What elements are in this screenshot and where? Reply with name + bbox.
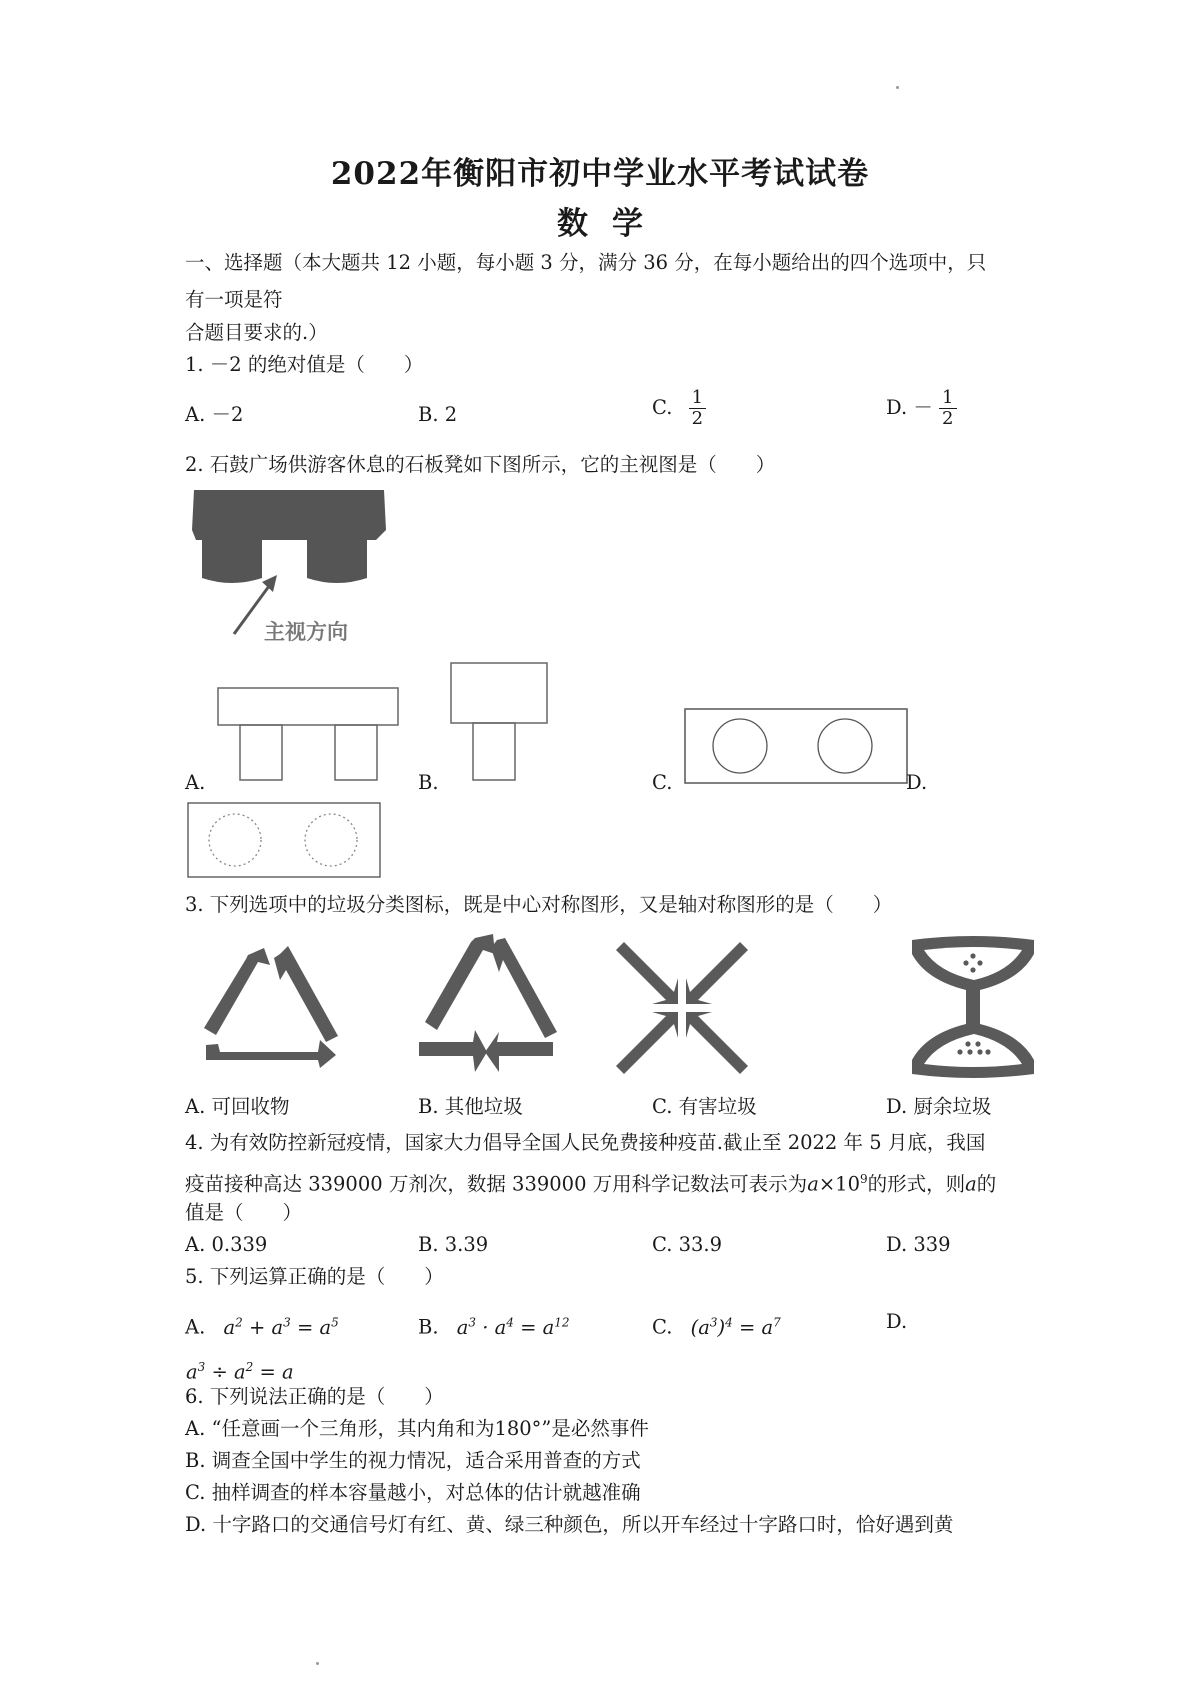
q1-option-a: A. －2 <box>185 403 244 426</box>
q4-exponent: 9 <box>859 1172 868 1186</box>
q5-option-a-formula: $a^2 + a^3 = a^5$ <box>223 1315 339 1339</box>
q5-option-a-label: A. <box>185 1315 206 1339</box>
q2-option-b-figure <box>448 660 558 785</box>
q5-option-a <box>185 1307 339 1343</box>
q4-var-a-2: a <box>965 1172 977 1196</box>
q2-option-a-label: A. <box>185 771 206 794</box>
q1-stem: 1. －2 的绝对值是（ ） <box>185 353 424 376</box>
q1-c-denominator: 2 <box>691 408 704 429</box>
exam-subject: 数学 <box>557 206 667 242</box>
q4-line-2-text: 疫苗接种高达 339000 万剂次，数据 339000 万用科学记数法可表示为 <box>185 1172 808 1196</box>
q6-option-a: A. “任意画一个三角形，其内角和为180°”是必然事件 <box>185 1417 649 1440</box>
bench-top <box>192 490 386 540</box>
q6-option-d: D. 十字路口的交通信号灯有红、黄、绿三种颜色，所以开车经过十字路口时，恰好遇到黄 <box>185 1513 954 1536</box>
other-waste-icon <box>405 932 565 1077</box>
bench-right-leg <box>307 540 367 583</box>
q2-option-c-figure <box>682 706 912 788</box>
q3-option-b: B. 其他垃圾 <box>418 1095 523 1118</box>
section-instructions-3: 合题目要求的.） <box>185 321 328 344</box>
q4-line-1: 4. 为有效防控新冠疫情，国家大力倡导全国人民免费接种疫苗.截止至 2022 年 5 月底，我国 <box>185 1131 986 1154</box>
view-direction-label: 主视方向 <box>264 620 348 644</box>
q1-d-numerator: 1 <box>939 388 956 409</box>
q5-option-b-label: B. <box>418 1315 439 1339</box>
q4-line-2 <box>185 1164 996 1200</box>
q2-option-c-label: C. <box>652 771 673 794</box>
q1-c-numerator: 1 <box>689 388 706 409</box>
q5-option-b <box>418 1307 570 1343</box>
q4-times-ten: ×10 <box>818 1172 860 1196</box>
recyclable-icon <box>188 940 348 1075</box>
q4-line-3: 值是（ ） <box>185 1201 303 1224</box>
hazardous-waste-icon <box>612 938 752 1078</box>
q1-option-c-fraction <box>689 388 706 429</box>
q5-option-d-formula: $a^3 \div a^2 = a$ <box>186 1360 294 1384</box>
q1-d-denominator: 2 <box>942 408 954 429</box>
q4-option-a: A. 0.339 <box>185 1233 268 1256</box>
q3-option-c: C. 有害垃圾 <box>652 1095 757 1118</box>
q5-option-b-formula: $a^3 \cdot a^4 = a^{12}$ <box>456 1315 570 1339</box>
kitchen-waste-icon <box>908 932 1038 1082</box>
q4-option-d: D. 339 <box>886 1233 951 1256</box>
bench-left-leg <box>202 540 262 583</box>
q6-stem: 6. 下列说法正确的是（ ） <box>185 1385 444 1408</box>
q1-option-b: B. 2 <box>418 403 458 426</box>
q1-option-d-fraction <box>939 388 956 429</box>
q4-option-c: C. 33.9 <box>652 1233 723 1256</box>
q1-option-d-label: D. － <box>886 396 933 419</box>
scan-speck <box>896 86 899 89</box>
section-instructions-1: 一、选择题（本大题共 12 小题，每小题 3 分，满分 36 分，在每小题给出的四个选项中，只 <box>185 251 987 274</box>
section-instructions-2: 有一项是符 <box>185 288 283 311</box>
q1-option-c <box>652 388 706 429</box>
scan-speck <box>316 1662 319 1665</box>
q2-stem: 2. 石鼓广场供游客休息的石板凳如下图所示，它的主视图是（ ） <box>185 453 776 476</box>
q4-line-2-end: 的 <box>976 1172 997 1196</box>
q6-option-c: C. 抽样调查的样本容量越小，对总体的估计就越准确 <box>185 1481 641 1504</box>
q5-option-d-label: D. <box>886 1310 908 1333</box>
q6-option-b: B. 调查全国中学生的视力情况，适合采用普查的方式 <box>185 1449 641 1472</box>
q3-stem: 3. 下列选项中的垃圾分类图标，既是中心对称图形，又是轴对称图形的是（ ） <box>185 893 893 916</box>
q5-option-c <box>652 1307 781 1343</box>
q1-option-d <box>886 388 957 429</box>
q4-line-2-text-2: 的形式，则 <box>867 1172 966 1196</box>
q2-option-d-label: D. <box>906 771 928 794</box>
q2-option-a-figure <box>215 680 405 785</box>
q1-option-c-label: C. <box>652 396 673 419</box>
view-arrow-head <box>262 575 277 592</box>
q5-stem: 5. 下列运算正确的是（ ） <box>185 1265 444 1288</box>
q2-option-b-label: B. <box>418 771 439 794</box>
q3-option-a: A. 可回收物 <box>185 1095 290 1118</box>
q5-option-c-formula: $(a^3)^4 = a^7$ <box>690 1315 781 1339</box>
q4-var-a: a <box>807 1172 819 1196</box>
exam-title: 2022年衡阳市初中学业水平考试试卷 <box>330 156 870 192</box>
q4-option-b: B. 3.39 <box>418 1233 489 1256</box>
q2-option-d-figure <box>185 800 385 882</box>
q3-option-d: D. 厨余垃圾 <box>886 1095 992 1118</box>
q5-option-c-label: C. <box>652 1315 673 1339</box>
